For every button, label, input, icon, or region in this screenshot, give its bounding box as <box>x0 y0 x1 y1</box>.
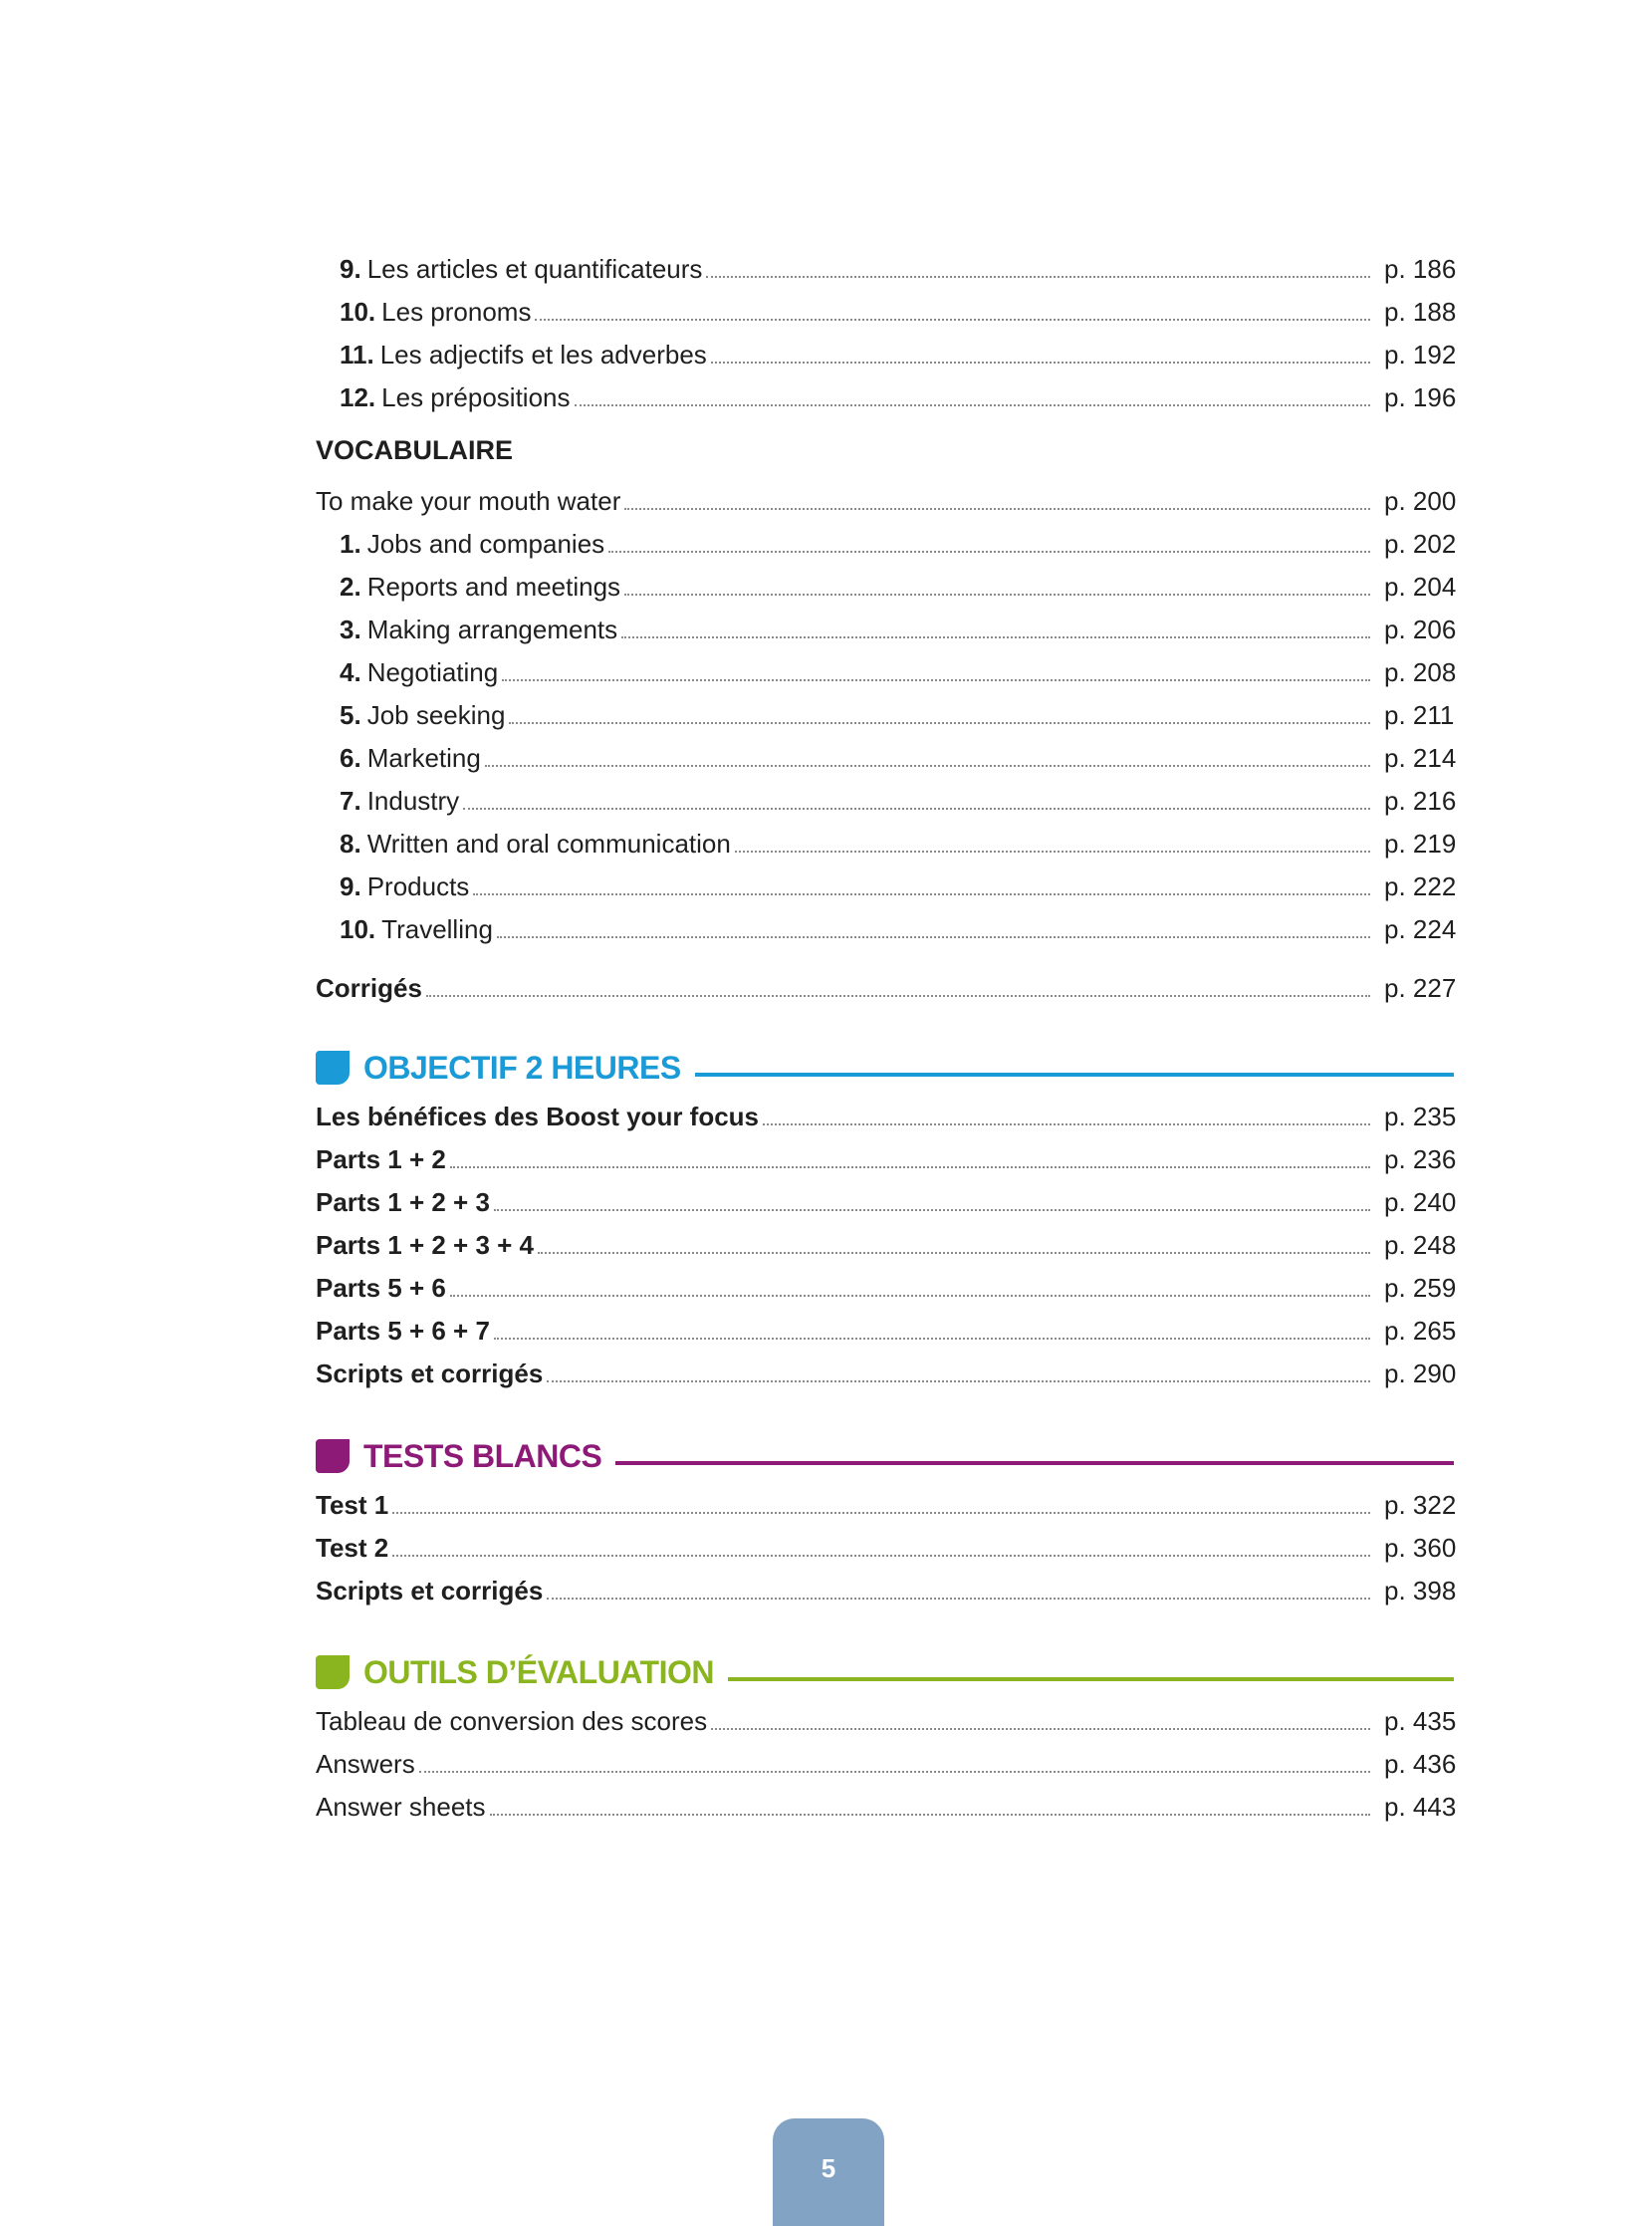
entry-label: Scripts et corrigés <box>316 1576 544 1606</box>
entry-number: 1. <box>340 529 361 559</box>
dot-leader <box>497 935 1370 938</box>
entry-label: Travelling <box>381 914 493 944</box>
toc-entry <box>316 647 1457 687</box>
entry-label: Written and oral communication <box>366 829 731 859</box>
dot-leader <box>535 318 1370 321</box>
entry-number: 8. <box>340 829 361 859</box>
entry-page: p. 204 <box>1384 572 1457 602</box>
entry-page: p. 265 <box>1384 1316 1457 1346</box>
dot-leader <box>547 1379 1370 1382</box>
entry-label: To make your mouth water <box>316 486 621 516</box>
dot-leader <box>608 550 1370 553</box>
entry-label: Answer sheets <box>316 1792 486 1822</box>
entry-label: Parts 5 + 6 <box>316 1273 446 1303</box>
toc-entry <box>316 1480 1457 1520</box>
toc-entry <box>316 1696 1457 1736</box>
section-marker-icon <box>316 1439 350 1473</box>
dot-leader <box>463 807 1370 810</box>
toc-entry-corriges <box>316 963 1457 1003</box>
entry-page: p. 219 <box>1384 829 1457 859</box>
toc-entry <box>316 372 1457 412</box>
dot-leader <box>763 1122 1370 1125</box>
entry-label: Test 1 <box>316 1490 389 1520</box>
entry-page: p. 188 <box>1384 297 1457 327</box>
toc-entry <box>316 1739 1457 1779</box>
entry-page: p. 222 <box>1384 871 1457 901</box>
toc-entry <box>316 519 1457 559</box>
entry-label: Tableau de conversion des scores <box>316 1706 708 1736</box>
entry-label: Les adjectifs et les adverbes <box>379 340 707 370</box>
entry-number: 9. <box>340 254 361 284</box>
entry-label: Products <box>366 871 470 901</box>
entry-page: p. 248 <box>1384 1230 1457 1260</box>
entry-label: Answers <box>316 1749 415 1779</box>
entry-label: Job seeking <box>366 700 506 730</box>
entry-label: Les bénéfices des Boost your focus <box>316 1102 760 1131</box>
entry-page: p. 435 <box>1384 1706 1457 1736</box>
vocabulaire-heading: VOCABULAIRE <box>316 435 514 465</box>
entry-number: 11. <box>340 340 374 370</box>
toc-entry <box>316 819 1457 859</box>
entry-label: Reports and meetings <box>366 572 621 602</box>
dot-leader <box>735 850 1370 853</box>
entry-number: 9. <box>340 871 361 901</box>
dot-leader <box>711 1727 1370 1730</box>
toc-entry <box>316 690 1454 730</box>
entry-label: Les articles et quantificateurs <box>366 254 703 284</box>
entry-page: p. 206 <box>1384 615 1457 644</box>
dot-leader <box>485 764 1370 767</box>
section-marker-icon <box>316 1655 350 1689</box>
dot-leader <box>392 1554 1370 1557</box>
toc-entry <box>316 733 1457 773</box>
entry-page: p. 186 <box>1384 254 1457 284</box>
entry-page: p. 208 <box>1384 657 1457 687</box>
dot-leader <box>392 1511 1370 1514</box>
dot-leader <box>450 1165 1370 1168</box>
section-objectif-header <box>316 1048 1454 1088</box>
entry-number: 6. <box>340 743 361 773</box>
dot-leader <box>575 403 1371 406</box>
toc-entry <box>316 330 1457 370</box>
toc-entry <box>316 904 1457 944</box>
entry-page: p. 196 <box>1384 382 1457 412</box>
toc-entry <box>316 244 1457 284</box>
entry-label: Industry <box>366 786 460 816</box>
dot-leader <box>711 361 1370 364</box>
section-title: OUTILS D’ÉVALUATION <box>363 1653 714 1690</box>
entry-page: p. 214 <box>1384 743 1457 773</box>
entry-number: 5. <box>340 700 361 730</box>
entry-page: p. 216 <box>1384 786 1457 816</box>
entry-label: Making arrangements <box>366 615 618 644</box>
entry-number: 7. <box>340 786 361 816</box>
dot-leader <box>509 721 1370 724</box>
toc-entry <box>316 1177 1457 1217</box>
entry-page: p. 360 <box>1384 1533 1457 1563</box>
section-title: OBJECTIF 2 HEURES <box>363 1049 681 1086</box>
section-rule <box>695 1073 1454 1077</box>
entry-number: 3. <box>340 615 361 644</box>
entry-page: p. 227 <box>1384 973 1457 1003</box>
dot-leader <box>621 635 1370 638</box>
dot-leader <box>538 1251 1370 1254</box>
entry-number: 10. <box>340 297 376 327</box>
entry-label: Negotiating <box>366 657 499 687</box>
dot-leader <box>419 1770 1370 1773</box>
entry-page: p. 235 <box>1384 1102 1457 1131</box>
dot-leader <box>624 593 1370 596</box>
entry-label: Parts 5 + 6 + 7 <box>316 1316 490 1346</box>
entry-label: Les prépositions <box>381 382 571 412</box>
entry-label: Scripts et corrigés <box>316 1359 544 1388</box>
dot-leader <box>426 994 1370 997</box>
toc-entry <box>316 476 1457 516</box>
entry-page: p. 236 <box>1384 1144 1457 1174</box>
entry-number: 4. <box>340 657 361 687</box>
toc-entry <box>316 1220 1457 1260</box>
entry-label: Parts 1 + 2 + 3 + 4 <box>316 1230 534 1260</box>
entry-page: p. 211 <box>1384 700 1455 730</box>
entry-number: 12. <box>340 382 376 412</box>
entry-page: p. 200 <box>1384 486 1457 516</box>
entry-page: p. 202 <box>1384 529 1457 559</box>
section-rule <box>615 1461 1454 1465</box>
toc-entry <box>316 287 1457 327</box>
entry-page: p. 443 <box>1384 1792 1457 1822</box>
dot-leader <box>473 892 1370 895</box>
dot-leader <box>494 1208 1370 1211</box>
entry-label: Jobs and companies <box>366 529 605 559</box>
toc-entry <box>316 1566 1457 1606</box>
dot-leader <box>450 1294 1370 1297</box>
entry-page: p. 290 <box>1384 1359 1457 1388</box>
entry-label: Test 2 <box>316 1533 389 1563</box>
entry-page: p. 259 <box>1384 1273 1457 1303</box>
entry-number: 2. <box>340 572 361 602</box>
toc-entry <box>316 776 1457 816</box>
entry-number: 10. <box>340 914 376 944</box>
toc-entry <box>316 1523 1457 1563</box>
toc-entry <box>316 1263 1457 1303</box>
dot-leader <box>502 678 1370 681</box>
entry-page: p. 398 <box>1384 1576 1457 1606</box>
dot-leader <box>706 275 1370 278</box>
section-rule <box>728 1677 1454 1681</box>
section-marker-icon <box>316 1051 350 1085</box>
dot-leader <box>624 507 1370 510</box>
dot-leader <box>490 1813 1370 1816</box>
entry-page: p. 322 <box>1384 1490 1457 1520</box>
entry-page: p. 192 <box>1384 340 1457 370</box>
section-outils-header <box>316 1652 1454 1692</box>
entry-label: Corrigés <box>316 973 422 1003</box>
toc-entry <box>316 605 1457 644</box>
toc-entry <box>316 562 1457 602</box>
entry-page: p. 240 <box>1384 1187 1457 1217</box>
section-tests-header <box>316 1436 1454 1476</box>
toc-entry <box>316 1306 1457 1346</box>
entry-page: p. 436 <box>1384 1749 1457 1779</box>
toc-entry <box>316 1134 1457 1174</box>
toc-entry <box>316 1782 1457 1822</box>
toc-entry <box>316 862 1457 901</box>
page-number: 5 <box>773 2118 884 2226</box>
entry-label: Parts 1 + 2 <box>316 1144 446 1174</box>
entry-label: Marketing <box>366 743 481 773</box>
entry-page: p. 224 <box>1384 914 1457 944</box>
entry-label: Parts 1 + 2 + 3 <box>316 1187 490 1217</box>
dot-leader <box>494 1337 1370 1340</box>
toc-entry <box>316 1092 1457 1131</box>
entry-label: Les pronoms <box>381 297 532 327</box>
section-title: TESTS BLANCS <box>363 1437 602 1474</box>
dot-leader <box>547 1597 1370 1600</box>
toc-entry <box>316 1349 1457 1388</box>
